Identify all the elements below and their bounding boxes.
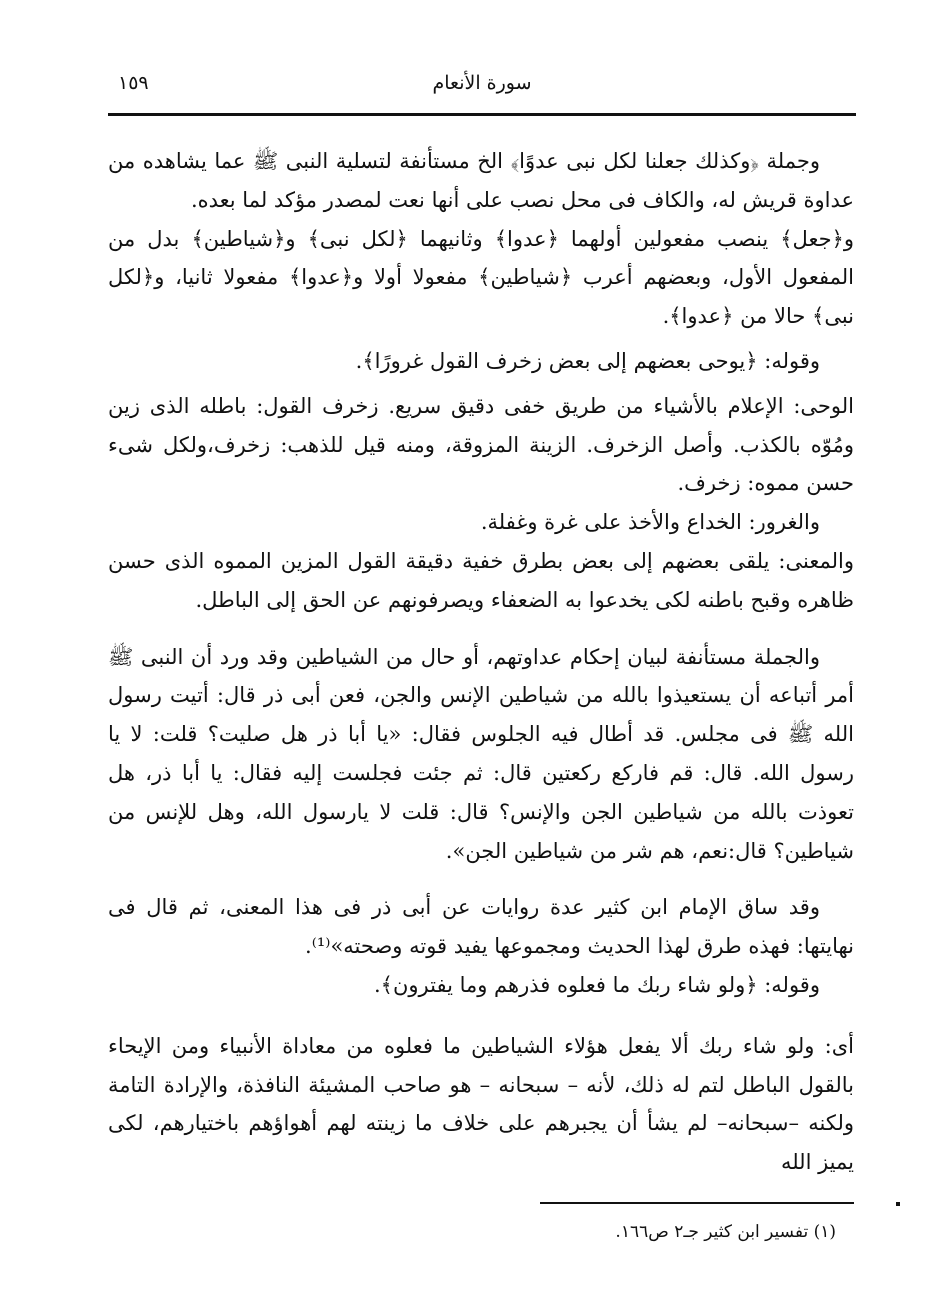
page-mark xyxy=(896,1202,900,1206)
paragraph: والغرور: الخداع والأخذ على غرة وغفلة. xyxy=(480,510,820,535)
paragraph: أى: ولو شاء ربك ألا يفعل هؤلاء الشياطين ما فعلوه من معاداة الأنبياء ومن الإيحاء بالقول الباطل لتم له ذلك، لأنه – سبحانه – هو صاحب المشيئة النافذة، والإرادة التامة ولكنه –سبحانه– لم يشأ أن يجبرهم على خلاف ما زينته لهم أهواؤهم باختيارهم، لكى يميز الله xyxy=(108,1033,854,1175)
paragraph: وجملة ﴿وكذلك جعلنا لكل نبى عدوًا﴾ الخ مستأنفة لتسلية النبى ﷺ عما يشاهده من عداوة قريش له، والكاف فى محل نصب على أنها نعت لمصدر مؤكد لما بعده. xyxy=(108,149,854,212)
paragraph: وقد ساق الإمام ابن كثير عدة روايات عن أبى ذر فى هذا المعنى، ثم قال فى نهايتها: فهذه طرق لهذا الحديث ومجموعها يفيد قوته وصحته»⁽¹⁾. xyxy=(108,895,854,959)
header-divider xyxy=(108,113,856,116)
body-text xyxy=(108,142,854,1182)
paragraph: الوحى: الإعلام بالأشياء من طريق خفى دقيق سريع. زخرف القول: باطله الذى زين ومُوّه بالكذب. وأصل الزخرف. الزينة المزوقة، ومنه قيل للذهب: زخرف،ولكل شىء حسن مموه: زخرف. xyxy=(108,393,855,496)
page-header xyxy=(110,62,854,102)
paragraph: وقوله: ﴿يوحى بعضهم إلى بعض زخرف القول غرورًا﴾. xyxy=(355,348,820,373)
page-number: ١٥٩ xyxy=(118,72,149,94)
paragraph: والمعنى: يلقى بعضهم إلى بعض بطرق خفية دقيقة القول المزين المموه الذى حسن ظاهره وقبح باطنه لكى يخدعوا به الضعفاء ويصرفونهم عن الحق إلى الباطل. xyxy=(108,548,854,612)
paragraph: والجملة مستأنفة لبيان إحكام عداوتهم، أو حال من الشياطين وقد ورد أن النبى ﷺ أمر أتباعه أن يستعيذوا بالله من شياطين الإنس والجن، فعن أبى ذر قال: أتيت رسول الله ﷺ فى مجلس. قد أطال فيه الجلوس فقال: «يا أبا ذر هل صليت؟ قلت: لا يا رسول الله. قال: قم فاركع ركعتين قال: ثم جئت فجلست إليه فقال: يا أبا ذر، هل تعوذت بالله من شياطين الجن والإنس؟ قال: قلت لا يارسول الله، وهل للإنس من شياطين؟ قال:نعم، هم شر من شياطين الجن». xyxy=(108,644,854,863)
paragraph: و﴿جعل﴾ ينصب مفعولين أولهما ﴿عدوا﴾ وثانيهما ﴿لكل نبى﴾ و﴿شياطين﴾ بدل من المفعول الأول، وبعضهم أعرب ﴿شياطين﴾ مفعولا أولا و﴿عدوا﴾ مفعولا ثانيا، و﴿لكل نبى﴾ حالا من ﴿عدوا﴾. xyxy=(108,226,854,329)
page-title: سورة الأنعام xyxy=(432,72,532,94)
paragraph: وقوله: ﴿ولو شاء ربك ما فعلوه فذرهم وما يفترون﴾. xyxy=(373,972,820,997)
footnote: (١) تفسير ابن كثير جـ٢ ص١٦٦. xyxy=(615,1222,836,1242)
footnote-divider xyxy=(540,1202,854,1204)
